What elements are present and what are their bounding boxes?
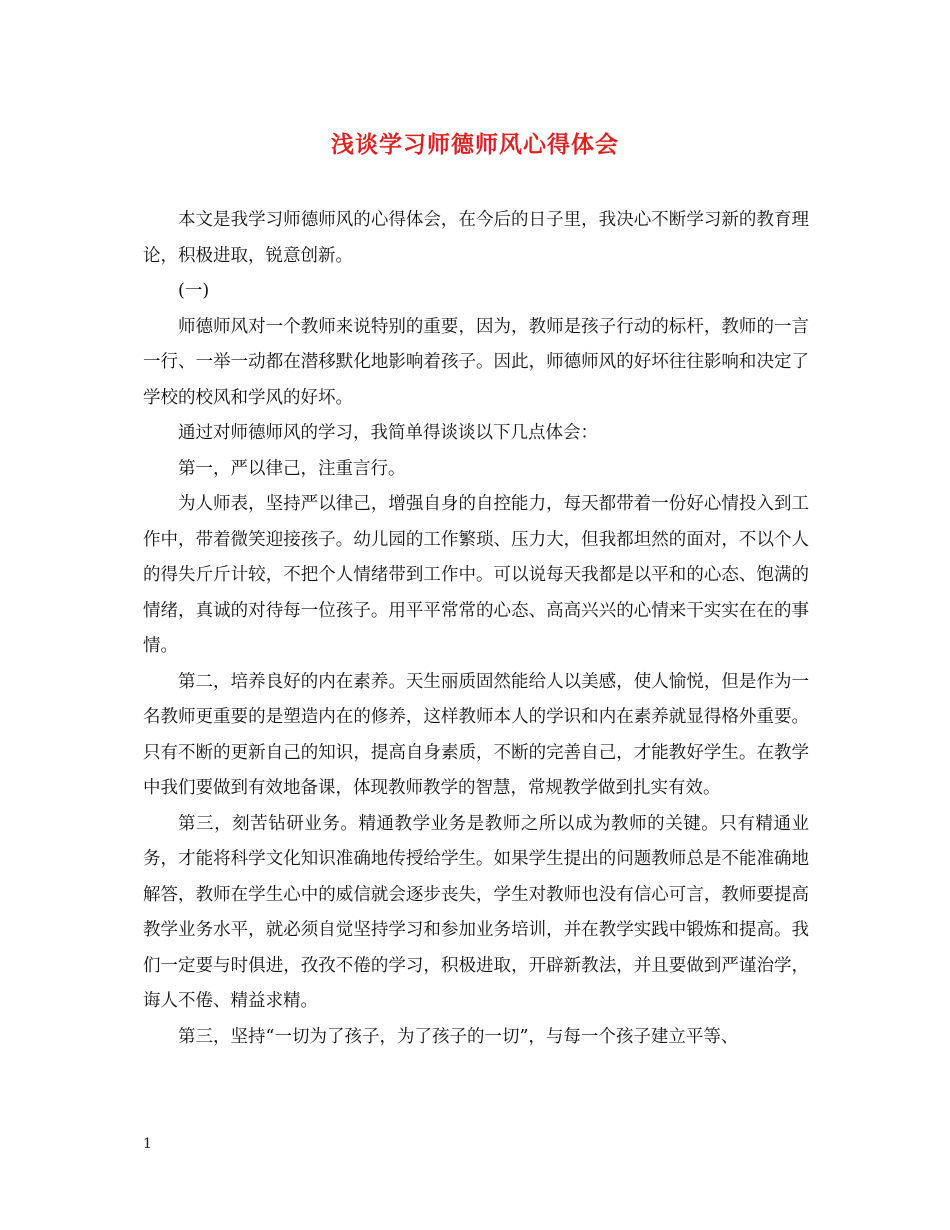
paragraph-point-three-continued: 第三，坚持“一切为了孩子，为了孩子的一切”，与每一个孩子建立平等、 (178, 1026, 739, 1047)
paragraph-section-one-heading: (一) (178, 281, 210, 301)
paragraph-point-one-body: 为人师表，坚持严以律己，增强自身的自控能力，每天都带着一份好心情投入到工作中，带着微笑迎接孩子。幼儿园的工作繁琐、压力大，但我都坦然的面对，不以个人的得失斤斤计较，不把个人情绪带到工作中。可以说每天我都是以平和的心态、饱满的情绪，真诚的对待每一位孩子。用平平常常的心态、高高兴兴的心情来干实实在在的事情。 (143, 494, 809, 656)
paragraph-importance: 师德师风对一个教师来说特别的重要，因为，教师是孩子行动的标杆，教师的一言一行、一举一动都在潜移默化地影响着孩子。因此，师德师风的好坏往往影响和决定了学校的校风和学风的好坏。 (143, 316, 809, 408)
page-number: 1 (143, 1136, 152, 1152)
paragraph-point-three: 第三，刻苦钻研业务。精通教学业务是教师之所以成为教师的关键。只有精通业务，才能将科学文化知识准确地传授给学生。如果学生提出的问题教师总是不能准确地解答，教师在学生心中的威信就会逐步丧失，学生对教师也没有信心可言，教师要提高教学业务水平，就必须自觉坚持学习和参加业务培训，并在教学实践中锻炼和提高。我们一定要与时俱进，孜孜不倦的学习，积极进取，开辟新教法，并且要做到严谨治学，诲人不倦、精益求精。 (143, 813, 809, 1011)
paragraph-point-one-heading: 第一，严以律己，注重言行。 (178, 458, 406, 479)
paragraph-point-two: 第二，培养良好的内在素养。天生丽质固然能给人以美感，使人愉悦，但是作为一名教师更重要的是塑造内在的修养，这样教师本人的学识和内在素养就显得格外重要。只有不断的更新自己的知识，提高自身素质，不断的完善自己，才能教好学生。在教学中我们要做到有效地备课，体现教师教学的智慧，常规教学做到扎实有效。 (143, 671, 809, 798)
document-title: 浅谈学习师德师风心得体会 (331, 131, 619, 158)
paragraph-experience-intro: 通过对师德师风的学习，我简单得谈谈以下几点体会： (178, 423, 598, 443)
paragraph-intro: 本文是我学习师德师风的心得体会，在今后的日子里，我决心不断学习新的教育理论，积极进取，锐意创新。 (143, 210, 809, 266)
document-body (143, 203, 809, 1055)
